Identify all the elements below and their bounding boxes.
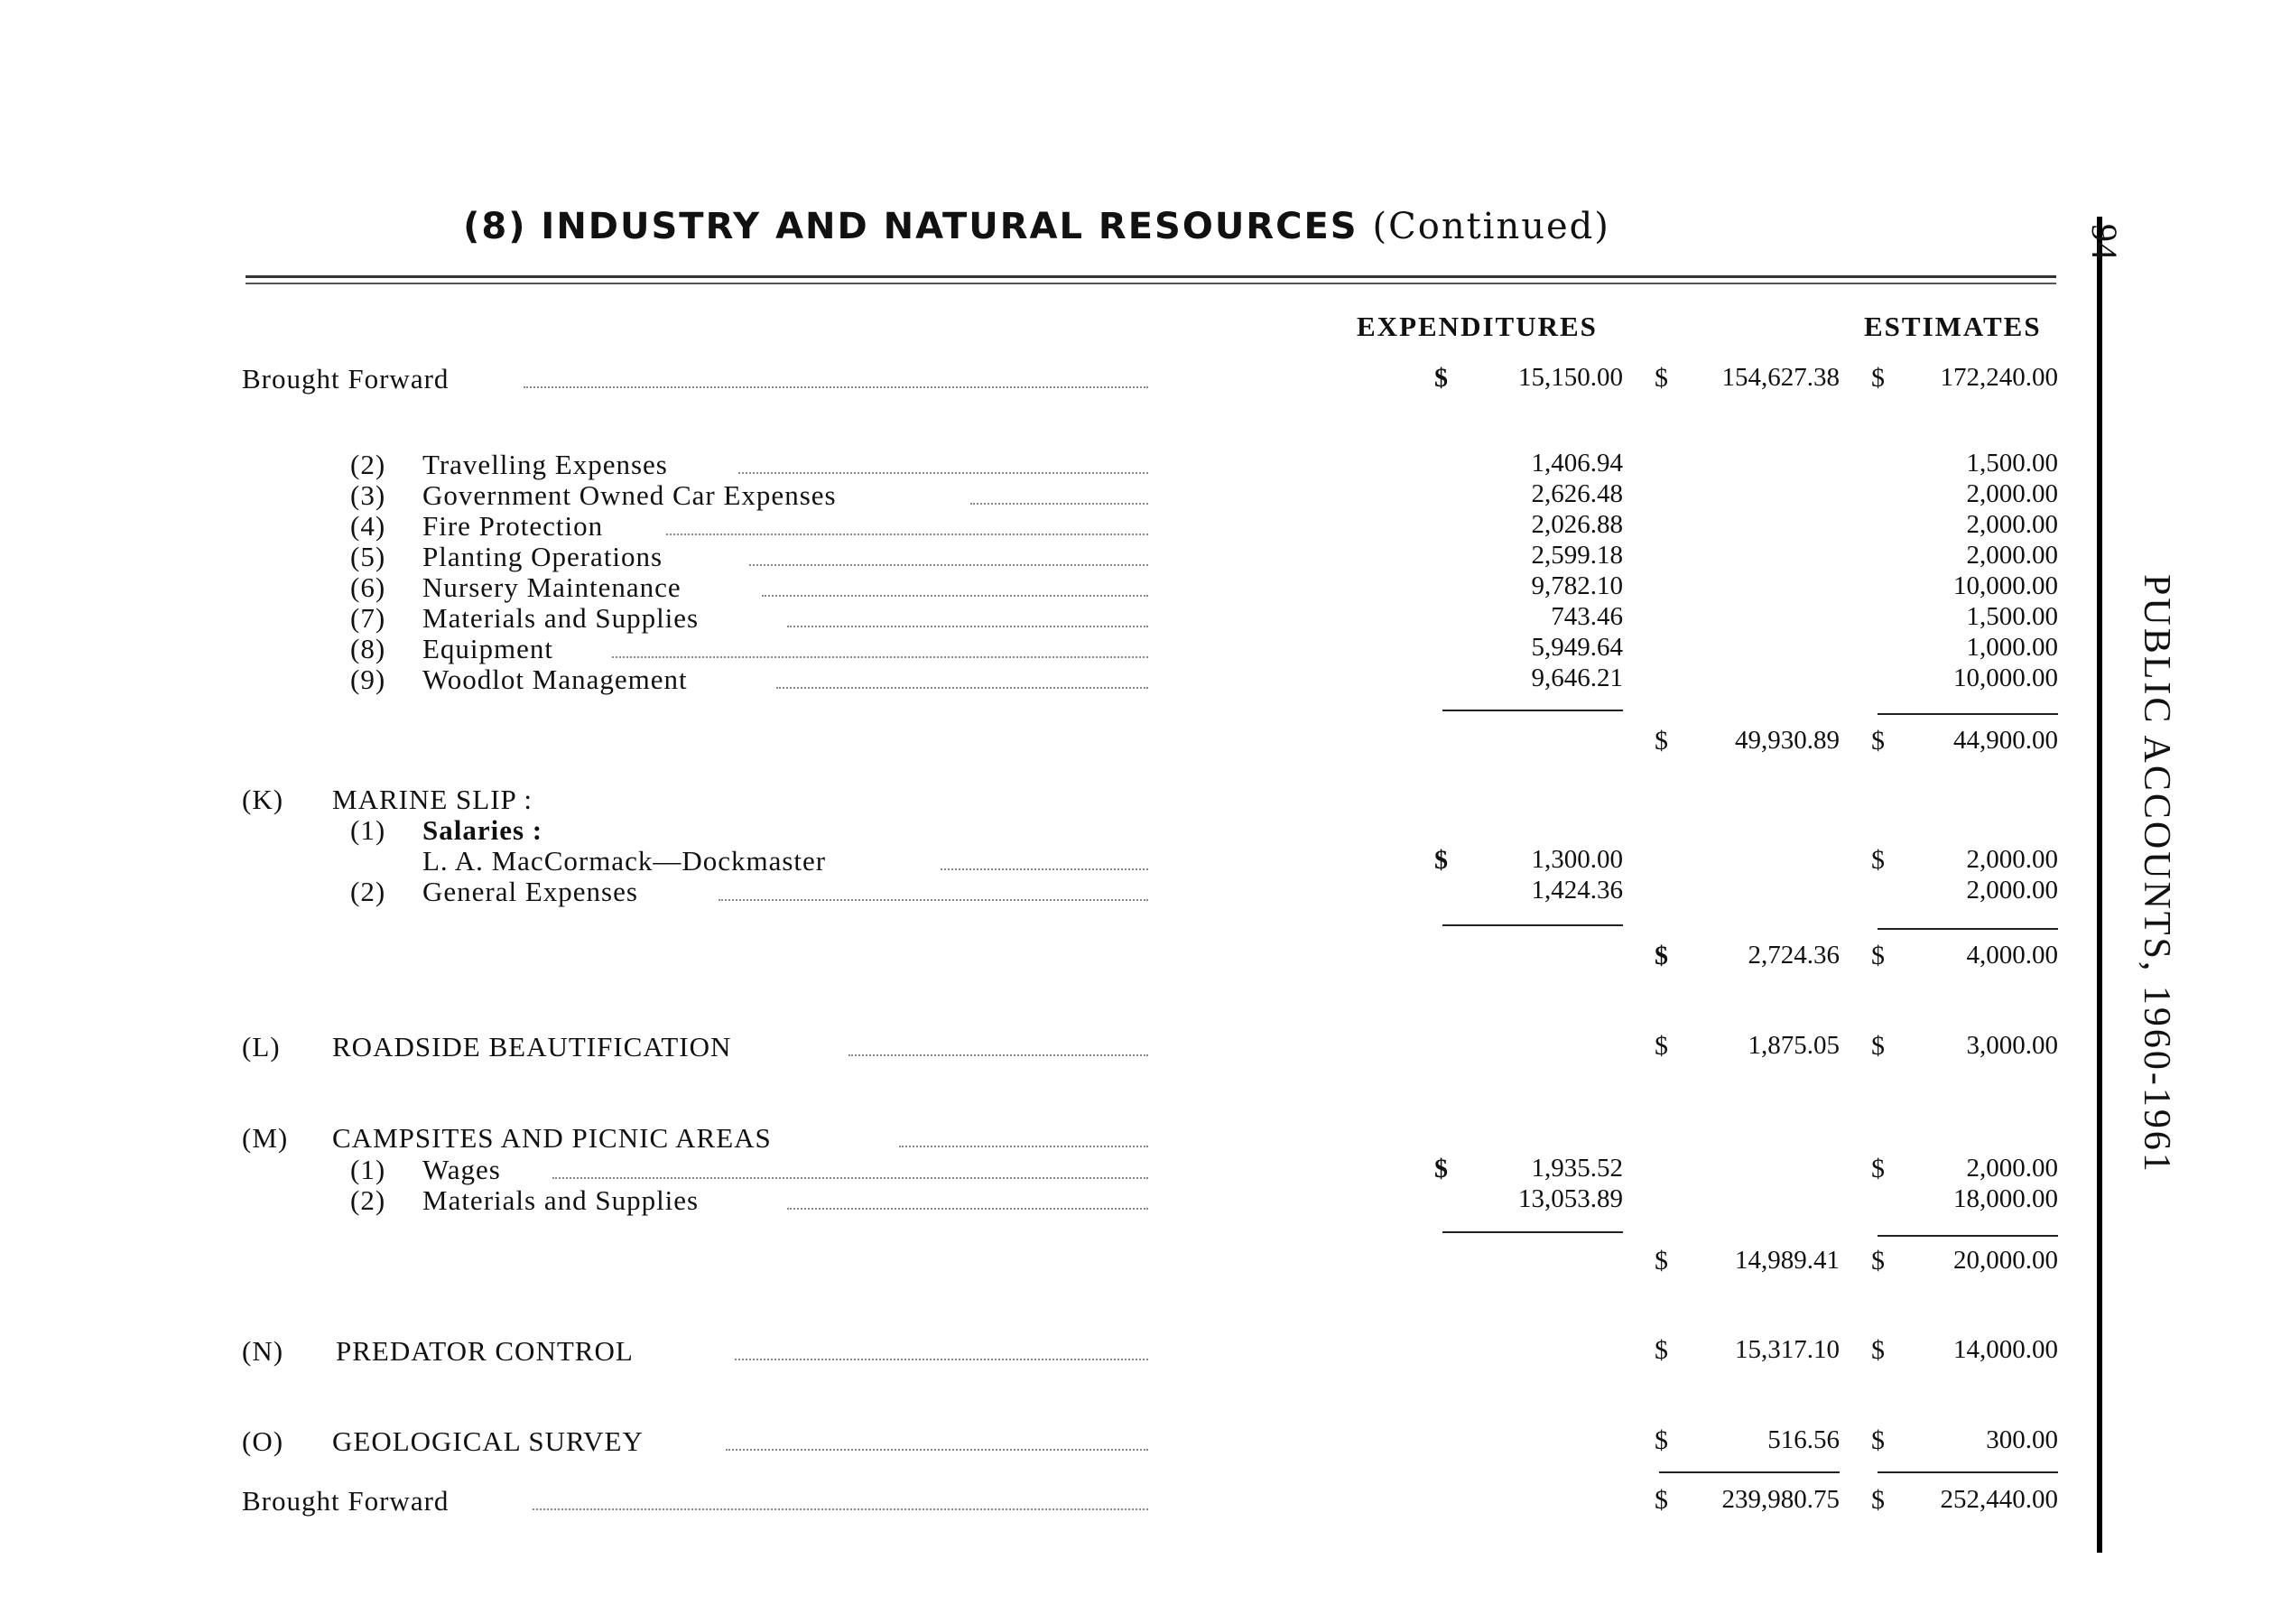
page-number: 94 bbox=[2084, 224, 2125, 260]
dollar-sign: $ bbox=[1655, 1246, 1668, 1276]
header-expenditures: EXPENDITURES bbox=[1357, 311, 1598, 342]
section-j-total-row bbox=[0, 726, 2281, 758]
item-number: (5) bbox=[350, 541, 386, 572]
leader-dots bbox=[749, 564, 1148, 566]
item-label: Travelling Expenses bbox=[422, 449, 668, 480]
item-expenditure: 13,053.89 bbox=[1518, 1184, 1623, 1213]
item-expenditure: 1,406.94 bbox=[1531, 449, 1623, 478]
subtotal-rule bbox=[1878, 713, 2058, 715]
section-letter: (O) bbox=[242, 1425, 284, 1457]
item-expenditure: 2,599.18 bbox=[1531, 541, 1623, 570]
header-estimates: ESTIMATES bbox=[1864, 311, 2042, 342]
list-item bbox=[0, 602, 2281, 635]
brought-forward-col3: 172,240.00 bbox=[1940, 363, 2058, 392]
brought-forward-label: Brought Forward bbox=[242, 363, 450, 394]
item-label: Fire Protection bbox=[422, 510, 604, 542]
section-m-materials bbox=[0, 1184, 2281, 1217]
subtotal-rule bbox=[1878, 928, 2058, 930]
item-label: General Expenses bbox=[422, 876, 638, 907]
leader-dots bbox=[533, 1508, 1148, 1510]
section-m-heading bbox=[0, 1122, 2281, 1155]
dollar-sign: $ bbox=[1871, 845, 1885, 875]
dollar-sign: $ bbox=[1871, 726, 1885, 756]
subtotal-rule bbox=[1878, 1235, 2058, 1237]
item-number: (1) bbox=[350, 1154, 386, 1185]
item-expenditure: 1,424.36 bbox=[1531, 876, 1623, 905]
dollar-sign: $ bbox=[1655, 1425, 1668, 1455]
brought-forward-bottom-row bbox=[0, 1485, 2281, 1517]
brought-forward-col2: 154,627.38 bbox=[1721, 363, 1840, 392]
dollar-sign: $ bbox=[1871, 1425, 1885, 1455]
item-number: (1) bbox=[350, 814, 386, 846]
subtotal-rule bbox=[1442, 710, 1623, 711]
item-estimate: 2,000.00 bbox=[1966, 541, 2058, 570]
item-estimate: 2,000.00 bbox=[1966, 479, 2058, 508]
item-estimate: 1,500.00 bbox=[1966, 602, 2058, 631]
dollar-sign: $ bbox=[1871, 363, 1885, 393]
leader-dots bbox=[776, 687, 1148, 689]
leader-dots bbox=[848, 1054, 1148, 1056]
list-item bbox=[0, 510, 2281, 543]
item-label: Government Owned Car Expenses bbox=[422, 479, 837, 511]
brought-forward-top-row bbox=[0, 363, 2281, 395]
item-number: (3) bbox=[350, 479, 386, 511]
section-n-expenditure: 15,317.10 bbox=[1735, 1335, 1840, 1364]
item-label: Salaries : bbox=[422, 814, 543, 846]
dollar-sign: $ bbox=[1434, 845, 1448, 875]
dollar-sign: $ bbox=[1434, 1154, 1448, 1183]
item-expenditure: 9,646.21 bbox=[1531, 664, 1623, 692]
leader-dots bbox=[666, 534, 1148, 535]
section-j-total-expenditure: 49,930.89 bbox=[1735, 726, 1840, 755]
person-expenditure: 1,300.00 bbox=[1531, 845, 1623, 874]
page-title bbox=[0, 206, 2281, 247]
dollar-sign: $ bbox=[1655, 1485, 1668, 1515]
item-estimate: 2,000.00 bbox=[1966, 510, 2058, 539]
section-k-total-estimate: 4,000.00 bbox=[1966, 941, 2058, 970]
list-item bbox=[0, 664, 2281, 696]
section-k-heading bbox=[0, 784, 2281, 816]
item-label: Planting Operations bbox=[422, 541, 663, 572]
dollar-sign: $ bbox=[1655, 1031, 1668, 1061]
leader-dots bbox=[726, 1449, 1148, 1451]
section-m-total-estimate: 20,000.00 bbox=[1953, 1246, 2058, 1275]
item-label: Woodlot Management bbox=[422, 664, 688, 695]
leader-dots bbox=[524, 386, 1148, 388]
item-estimate: 2,000.00 bbox=[1966, 876, 2058, 905]
item-number: (7) bbox=[350, 602, 386, 634]
subtotal-rule bbox=[1659, 1471, 1840, 1473]
dollar-sign: $ bbox=[1871, 941, 1885, 970]
section-k-general bbox=[0, 876, 2281, 908]
dollar-sign: $ bbox=[1871, 1031, 1885, 1061]
item-expenditure: 9,782.10 bbox=[1531, 571, 1623, 600]
item-estimate: 1,500.00 bbox=[1966, 449, 2058, 478]
leader-dots bbox=[787, 626, 1148, 627]
leader-dots bbox=[719, 899, 1148, 901]
section-o-row bbox=[0, 1425, 2281, 1458]
section-label: ROADSIDE BEAUTIFICATION bbox=[332, 1031, 732, 1063]
leader-dots bbox=[899, 1146, 1148, 1147]
brought-forward-col1: 15,150.00 bbox=[1518, 363, 1623, 392]
dollar-sign: $ bbox=[1655, 363, 1668, 393]
brought-forward-bottom-expenditure: 239,980.75 bbox=[1721, 1485, 1840, 1514]
section-k-person bbox=[0, 845, 2281, 877]
leader-dots bbox=[738, 472, 1148, 474]
item-expenditure: 743.46 bbox=[1551, 602, 1623, 631]
item-label: Materials and Supplies bbox=[422, 1184, 700, 1216]
item-estimate: 10,000.00 bbox=[1953, 664, 2058, 692]
section-m-total-row bbox=[0, 1246, 2281, 1278]
dollar-sign: $ bbox=[1434, 363, 1448, 393]
list-item bbox=[0, 571, 2281, 604]
section-letter: (N) bbox=[242, 1335, 284, 1367]
section-label: CAMPSITES AND PICNIC AREAS bbox=[332, 1122, 772, 1154]
dollar-sign: $ bbox=[1655, 726, 1668, 756]
section-letter: (K) bbox=[242, 784, 284, 815]
section-label: MARINE SLIP : bbox=[332, 784, 533, 815]
list-item bbox=[0, 541, 2281, 573]
item-estimate: 18,000.00 bbox=[1953, 1184, 2058, 1213]
section-label: PREDATOR CONTROL bbox=[336, 1335, 634, 1367]
item-expenditure: 2,026.88 bbox=[1531, 510, 1623, 539]
section-n-estimate: 14,000.00 bbox=[1953, 1335, 2058, 1364]
leader-dots bbox=[552, 1177, 1148, 1179]
dollar-sign: $ bbox=[1871, 1485, 1885, 1515]
section-o-expenditure: 516.56 bbox=[1767, 1425, 1840, 1454]
section-letter: (L) bbox=[242, 1031, 281, 1063]
subtotal-rule bbox=[1442, 924, 1623, 926]
list-item bbox=[0, 633, 2281, 665]
title-rule-thin bbox=[246, 283, 2056, 284]
page-title-continued: (Continued) bbox=[1372, 206, 1610, 247]
leader-dots bbox=[612, 656, 1148, 658]
section-label: GEOLOGICAL SURVEY bbox=[332, 1425, 644, 1457]
item-number: (4) bbox=[350, 510, 386, 542]
brought-forward-label: Brought Forward bbox=[242, 1485, 450, 1517]
item-number: (2) bbox=[350, 876, 386, 907]
leader-dots bbox=[735, 1359, 1148, 1360]
side-title: PUBLIC ACCOUNTS, 1960-1961 bbox=[2136, 574, 2177, 1174]
section-k-total-expenditure: 2,724.36 bbox=[1748, 941, 1840, 970]
dollar-sign: $ bbox=[1871, 1246, 1885, 1276]
item-estimate: 1,000.00 bbox=[1966, 633, 2058, 662]
item-expenditure: 1,935.52 bbox=[1531, 1154, 1623, 1183]
section-o-estimate: 300.00 bbox=[1986, 1425, 2058, 1454]
section-m-wages bbox=[0, 1154, 2281, 1186]
item-number: (6) bbox=[350, 571, 386, 603]
dollar-sign: $ bbox=[1871, 1335, 1885, 1365]
person-estimate: 2,000.00 bbox=[1966, 845, 2058, 874]
section-l-estimate: 3,000.00 bbox=[1966, 1031, 2058, 1060]
person-label: L. A. MacCormack—Dockmaster bbox=[422, 845, 827, 877]
section-l-expenditure: 1,875.05 bbox=[1748, 1031, 1840, 1060]
dollar-sign: $ bbox=[1871, 1154, 1885, 1183]
leader-dots bbox=[762, 595, 1148, 597]
dollar-sign: $ bbox=[1655, 941, 1668, 970]
dollar-sign: $ bbox=[1655, 1335, 1668, 1365]
item-number: (2) bbox=[350, 1184, 386, 1216]
leader-dots bbox=[970, 503, 1148, 505]
section-k-salaries bbox=[0, 814, 2281, 847]
item-expenditure: 5,949.64 bbox=[1531, 633, 1623, 662]
item-number: (2) bbox=[350, 449, 386, 480]
section-n-row bbox=[0, 1335, 2281, 1368]
section-j-total-estimate: 44,900.00 bbox=[1953, 726, 2058, 755]
list-item bbox=[0, 449, 2281, 481]
section-m-total-expenditure: 14,989.41 bbox=[1735, 1246, 1840, 1275]
leader-dots bbox=[941, 868, 1148, 870]
title-rule bbox=[246, 275, 2056, 278]
item-estimate: 10,000.00 bbox=[1953, 571, 2058, 600]
brought-forward-bottom-estimate: 252,440.00 bbox=[1940, 1485, 2058, 1514]
item-number: (8) bbox=[350, 633, 386, 664]
item-label: Wages bbox=[422, 1154, 501, 1185]
item-label: Materials and Supplies bbox=[422, 602, 700, 634]
subtotal-rule bbox=[1878, 1471, 2058, 1473]
leader-dots bbox=[787, 1208, 1148, 1210]
item-expenditure: 2,626.48 bbox=[1531, 479, 1623, 508]
section-l-row bbox=[0, 1031, 2281, 1063]
item-label: Nursery Maintenance bbox=[422, 571, 682, 603]
item-estimate: 2,000.00 bbox=[1966, 1154, 2058, 1183]
list-item bbox=[0, 479, 2281, 512]
subtotal-rule bbox=[1442, 1231, 1623, 1233]
item-number: (9) bbox=[350, 664, 386, 695]
section-k-total-row bbox=[0, 941, 2281, 973]
section-letter: (M) bbox=[242, 1122, 289, 1154]
page-title-main: (8) INDUSTRY AND NATURAL RESOURCES bbox=[463, 206, 1358, 247]
item-label: Equipment bbox=[422, 633, 554, 664]
